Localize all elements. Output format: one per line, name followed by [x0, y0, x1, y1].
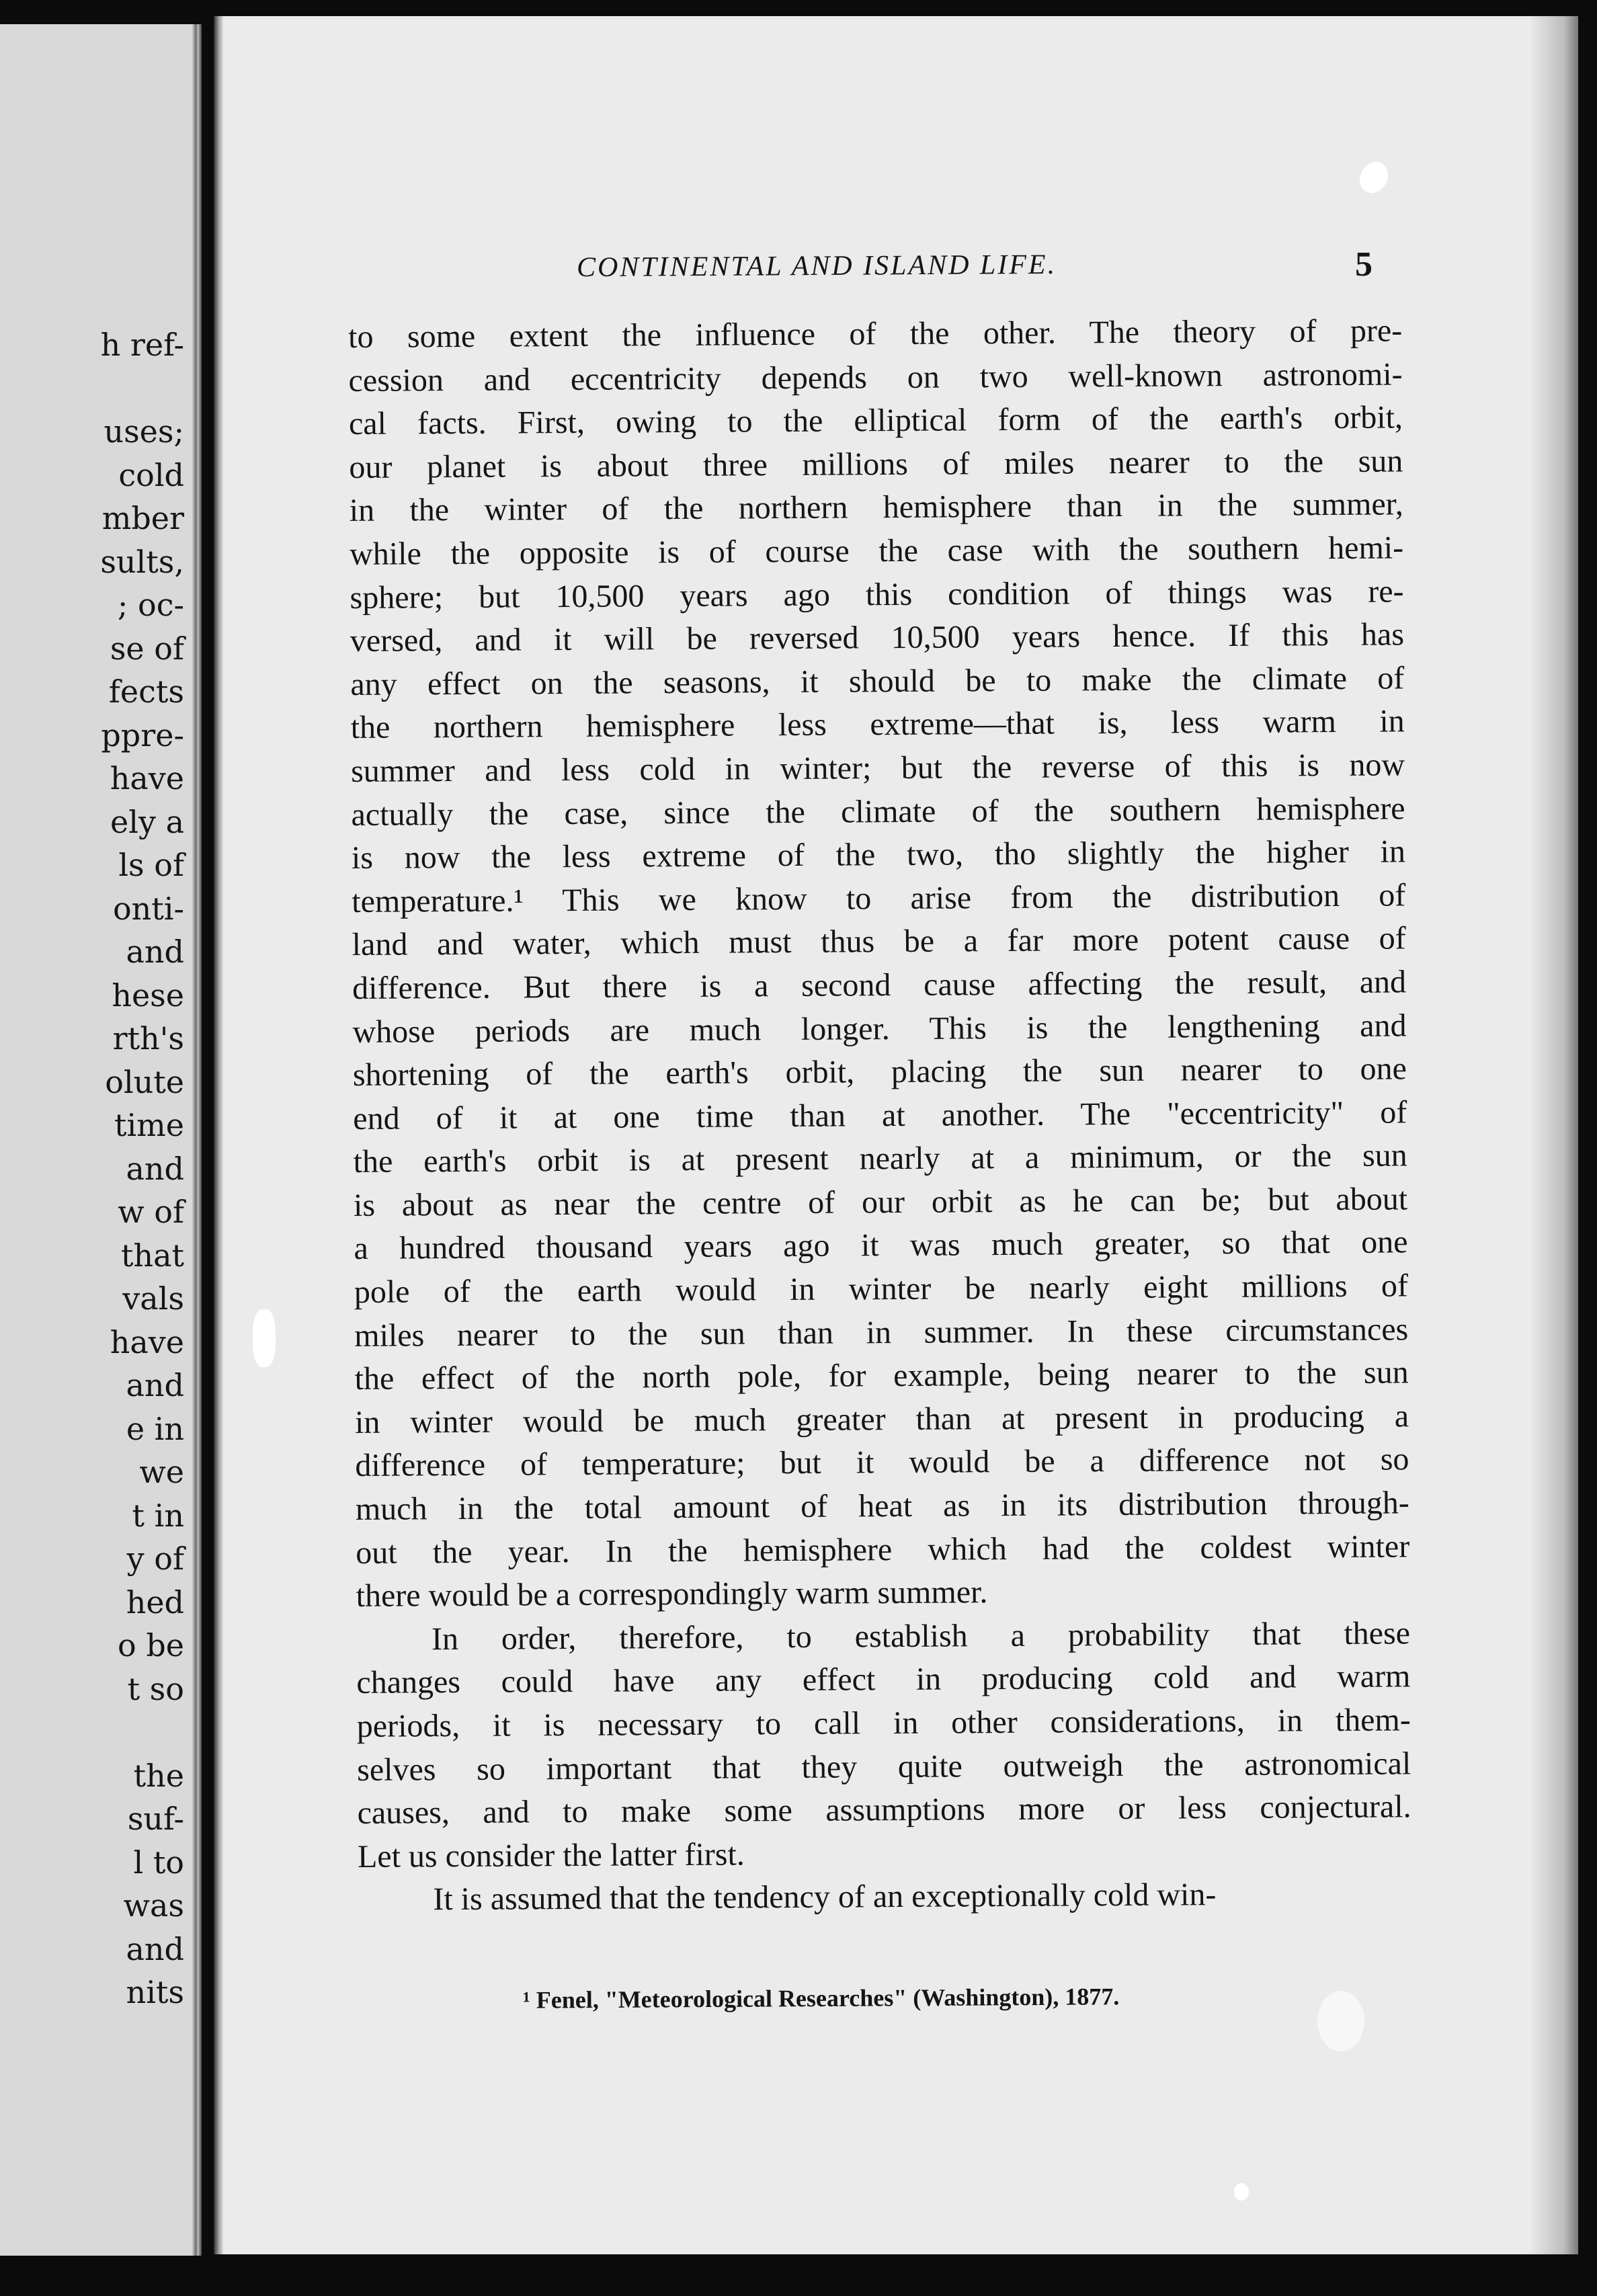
left-page-line: ppre-	[101, 716, 184, 753]
text-line: miles nearer to the sun than in summer. In these circumstances	[354, 1311, 1409, 1354]
left-page-line: mber	[101, 500, 184, 536]
text-line: out the year. In the hemisphere which had the coldest winter	[356, 1528, 1410, 1571]
left-page-line: have	[110, 1323, 184, 1360]
text-line: It is assumed that the tendency of an exceptionally cold win-	[433, 1877, 1217, 1918]
running-head: CONTINENTAL AND ISLAND LIFE.	[576, 249, 1057, 284]
left-page-line: l to	[133, 1844, 184, 1881]
left-page-line: y of	[126, 1541, 184, 1577]
text-line: a hundred thousand years ago it was much greater, so that one	[354, 1224, 1408, 1267]
left-page-line: se of	[110, 630, 184, 667]
text-line: actually the case, since the climate of the southern hemisphere	[351, 790, 1405, 833]
text-line: pole of the earth would in winter be nearly eight millions of	[354, 1268, 1409, 1311]
left-page-line: and	[126, 1930, 184, 1967]
text-line: our planet is about three millions of miles nearer to the sun	[349, 443, 1403, 485]
left-page-line: vals	[122, 1280, 184, 1317]
left-page-line: have	[110, 760, 184, 796]
left-page-line: and	[126, 1150, 184, 1187]
text-line: In order, therefore, to establish a probability that these	[431, 1615, 1411, 1657]
footnote: ¹ Fenel, "Meteorological Researches" (Washington), 1877.	[522, 1983, 1120, 2014]
left-page-line: we	[139, 1454, 184, 1490]
text-line: temperature.¹ This we know to arise from the distribution of	[352, 877, 1406, 919]
text-line: difference. But there is a second cause affecting the result, and	[352, 964, 1407, 1006]
text-line: is now the less extreme of the two, tho slightly the higher in	[351, 833, 1406, 876]
text-line: summer and less cold in winter; but the reverse of this is now	[350, 747, 1405, 789]
text-line: cal facts. First, owing to the elliptical form of the earth's orbit,	[348, 399, 1403, 442]
text-line: the northern hemisphere less extreme—that is, less warm in	[350, 703, 1405, 746]
left-page-line: and	[126, 1367, 184, 1403]
left-page-line: was	[123, 1887, 184, 1924]
text-line: causes, and to make some assumptions more or less conjectural.	[357, 1789, 1411, 1832]
page-number: 5	[1355, 245, 1373, 284]
text-line: to some extent the influence of the other. The theory of pre-	[348, 313, 1403, 355]
text-line: Let us consider the latter first.	[357, 1836, 745, 1875]
text-line: periods, it is necessary to call in other considerations, in them-	[356, 1702, 1411, 1744]
text-line: the earth's orbit is at present nearly at a minimum, or the sun	[353, 1137, 1407, 1180]
text-line: land and water, which must thus be a far more potent cause of	[352, 920, 1406, 963]
left-page-line: olute	[105, 1063, 184, 1100]
left-page-line: h ref-	[100, 327, 184, 363]
body-text	[348, 309, 1412, 1922]
left-page-line: hese	[112, 977, 184, 1014]
text-line: sphere; but 10,500 years ago this condition of things was re-	[350, 573, 1404, 616]
text-line: changes could have any effect in producing cold and warm	[356, 1658, 1411, 1701]
text-line: any effect on the seasons, it should be to make the climate of	[350, 660, 1405, 702]
left-page-line: uses;	[104, 413, 184, 450]
left-page-line: e in	[126, 1410, 184, 1447]
left-page-line: the	[133, 1757, 184, 1794]
left-page-line: onti-	[112, 890, 184, 927]
text-line: shortening of the earth's orbit, placing the sun nearer to one	[352, 1051, 1407, 1094]
left-page-line: suf-	[127, 1801, 184, 1837]
left-page-line: time	[114, 1107, 184, 1143]
text-line: whose periods are much longer. This is the lengthening and	[352, 1007, 1407, 1050]
scan-speck	[1234, 2183, 1249, 2201]
text-line: much in the total amount of heat as in its distribution through-	[355, 1485, 1409, 1527]
left-page-line: t in	[132, 1497, 184, 1534]
text-line: difference of temperature; but it would be a difference not so	[355, 1441, 1409, 1484]
left-page-line: that	[120, 1237, 184, 1274]
left-page-line: ely a	[110, 803, 184, 840]
left-page-line: w of	[118, 1194, 184, 1230]
page-gutter	[214, 16, 223, 2254]
text-line: end of it at one time than at another. The "eccentricity" of	[353, 1094, 1407, 1137]
text-line: selves so important that they quite outweigh the astronomical	[357, 1745, 1411, 1788]
left-page-line: rth's	[112, 1020, 184, 1057]
left-page-line: ; oc-	[117, 587, 184, 623]
left-page-line: cold	[118, 456, 184, 493]
left-page-line: o be	[118, 1627, 184, 1664]
left-page-line: and	[126, 934, 184, 970]
left-page-line: sults,	[100, 543, 184, 580]
text-line: in winter would be much greater than at present in producing a	[354, 1398, 1409, 1440]
text-line: cession and eccentricity depends on two well-known astronomi-	[348, 356, 1403, 399]
left-page	[0, 24, 202, 2256]
text-line: there would be a correspondingly warm summer.	[356, 1574, 988, 1614]
left-page-line: fects	[108, 673, 184, 710]
left-page-edge	[192, 24, 202, 2256]
left-page-line: nits	[126, 1974, 184, 2010]
text-line: the effect of the north pole, for example, being nearer to the sun	[354, 1354, 1409, 1397]
left-page-line: ls of	[118, 847, 184, 883]
text-line: is about as near the centre of our orbit as he can be; but about	[353, 1181, 1408, 1223]
text-line: in the winter of the northern hemisphere than in the summer,	[349, 486, 1403, 529]
text-line: while the opposite is of course the case with the southern hemi-	[350, 530, 1404, 572]
scan-speck	[1317, 1991, 1364, 2051]
text-line: versed, and it will be reversed 10,500 years hence. If this has	[350, 616, 1405, 659]
page-outer-edge	[1531, 16, 1578, 2254]
left-page-line: hed	[126, 1584, 184, 1621]
left-page-line: t so	[127, 1670, 184, 1707]
scan-speck	[253, 1309, 276, 1367]
